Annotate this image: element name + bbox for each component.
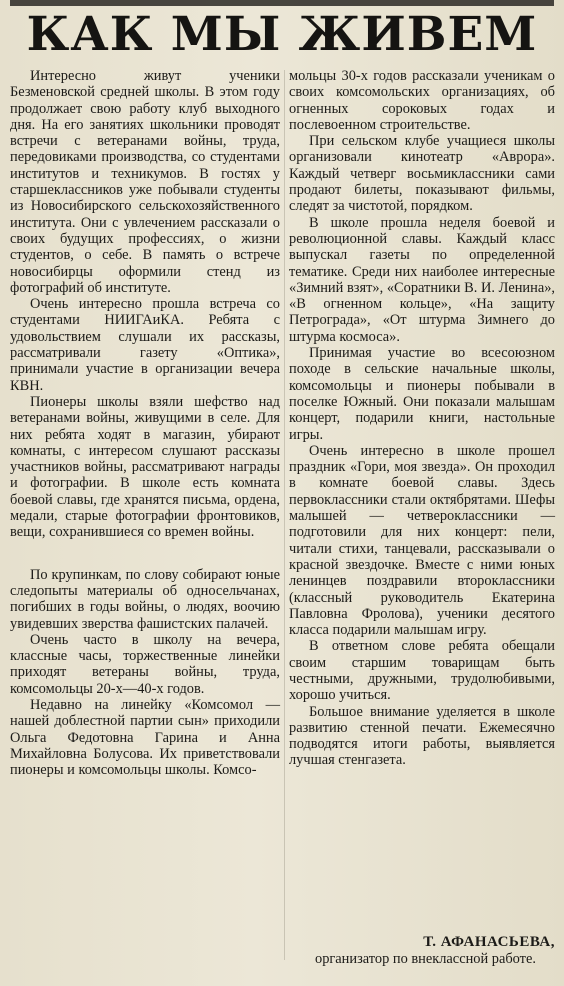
paragraph: В ответном слове ребята обещали своим старшим товарищам быть честными, дружными, трудолюбивыми, хорошо учиться.	[289, 638, 555, 704]
paragraph: В школе прошла неделя боевой и революционной славы. Каждый класс выпускал газеты по определенной тематике. Среди них наиболее интересные «Зимний взят», «Соратники В. И. Ленина», «В огненном кольце», «На защиту Петрограда», «От штурма Зимнего до штурма космоса».	[289, 214, 555, 345]
right-column	[289, 68, 555, 769]
paragraph: Очень интересно в школе прошел праздник «Гори, моя звезда». Он проходил в комнате боевой славы. Здесь первоклассники стали октябрятами. Шефы малышей — четвероклассники — подготовили для них концерт: пели, читали стихи, танцевали, рассказывали о красной звездочке. Вместе с ними юных ленинцев поздравили второклассники (классный руководитель Екатерина Павловна Фролова), ученики десятого класса подарили малышам игру.	[289, 442, 555, 639]
paragraph: Очень часто в школу на вечера, классные часы, торжественные линейки приходят ветераны войны, труда, комсомольцы 20-х—40-х годов.	[10, 631, 280, 697]
signature	[289, 934, 555, 967]
paragraph: мольцы 30-х годов рассказали ученикам о своих комсомольских организациях, об огненных сороковых годах и послевоенном строительстве.	[289, 68, 555, 133]
left-column	[10, 68, 280, 778]
paragraph: Недавно на линейку «Комсомол — нашей доблестной партии сын» приходили Ольга Федотовна Гарина и Анна Михайловна Болусова. Их приветствовали пионеры и комсомольцы школы. Комсо-	[10, 696, 280, 779]
paragraph: Очень интересно прошла встреча со студентами НИИГАиКА. Ребята с удовольствием слушали их рассказы, рассматривали газету «Оптика», принимали участие в организации вечера КВН.	[10, 296, 280, 394]
column-divider	[284, 70, 285, 960]
paragraph: Большое внимание уделяется в школе развитию стенной печати. Ежемесячно подводятся итоги работы, выявляется лучшая стенгазета.	[289, 703, 555, 769]
paragraph: Принимая участие во всесоюзном походе в сельские начальные школы, комсомольцы и пионеры побывали в поселке Южный. Они показали малышам концерт, подарили книги, настольные игры.	[289, 345, 555, 443]
paragraph: По крупинкам, по слову собирают юные следопыты материалы об односельчанах, погибших в годы войны, о людях, воочию увидевших зверства фашистских палачей.	[10, 566, 280, 632]
paragraph: Интересно живут ученики Безменовской средней школы. В этом году продолжает свою работу клуб выходного дня. На его занятиях школьники проводят встречи с ветеранами войны, труда, передовиками производства, со студентами институтов и техникумов. В гостях у старшеклассников уже побывали студенты из Новосибирского сельскохозяйственного института. Они с увлечением рассказали о своих будущих профессиях, о жизни студентов, о себе. В память о встрече новосибирцы оформили стенд из фотографий об институте.	[10, 68, 280, 296]
paragraph: При сельском клубе учащиеся школы организовали кинотеатр «Аврора». Каждый четверг восьмиклассники сами продают билеты, показывают фильмы, следят за чистотой, порядком.	[289, 133, 555, 215]
author-name: Т. АФАНАСЬЕВА,	[423, 934, 555, 950]
author-role: организатор по внеклассной работе.	[315, 951, 536, 967]
headline: КАК МЫ ЖИВЕМ	[26, 7, 538, 62]
paragraph: Пионеры школы взяли шефство над ветеранами войны, живущими в селе. Для них ребята ходят в магазин, убирают комнаты, с интересом слушают рассказы участников войны, рассматривают награды и фотографии. В школе есть комната боевой славы, где хранятся письма, ордена, медали, старые фотографии фронтовиков, вещи, сохранившиеся со времен войны.	[10, 393, 280, 541]
